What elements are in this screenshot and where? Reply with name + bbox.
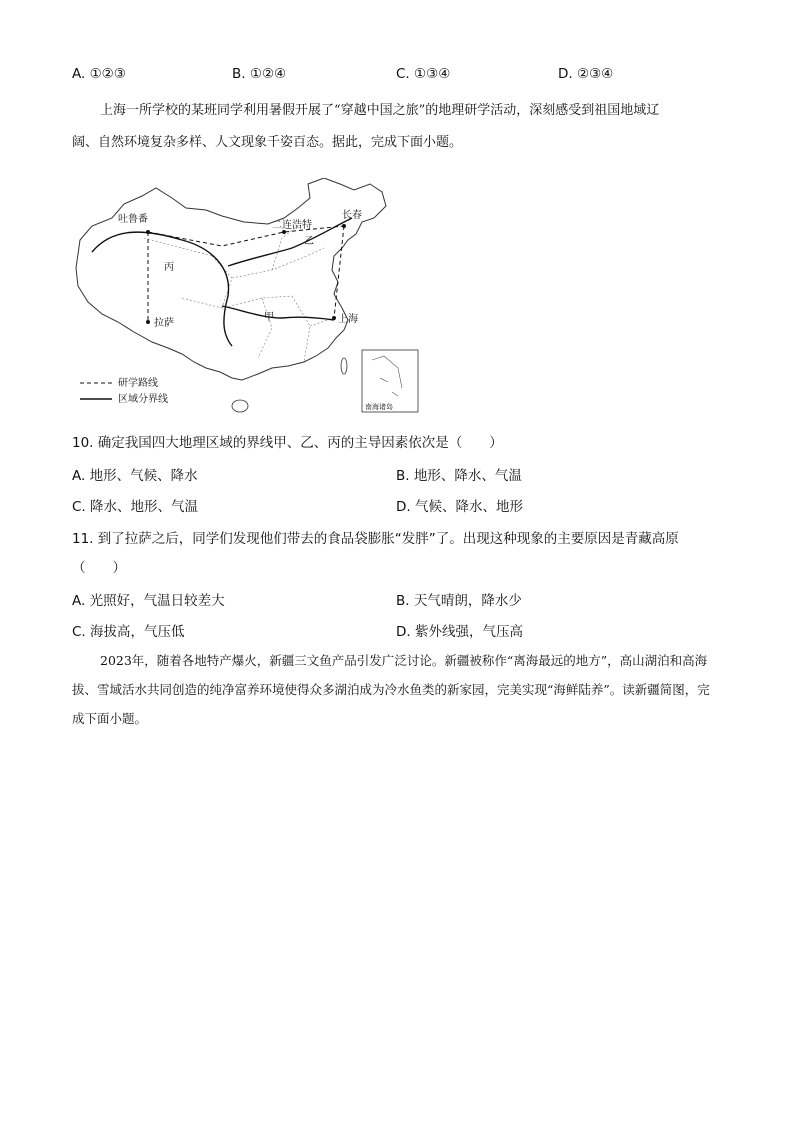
intro1-line1: 上海一所学校的某班同学利用暑假开展了“穿越中国之旅”的地理研学活动，深刻感受到祖国地域辽 bbox=[100, 103, 660, 118]
label-erenhot: 二连浩特 bbox=[272, 220, 312, 231]
hainan-island bbox=[232, 400, 248, 412]
q10-option-d: D. 气候、降水、地形 bbox=[396, 499, 523, 515]
q11-option-c: C. 海拔高，气压低 bbox=[72, 624, 185, 640]
q10-option-c: C. 降水、地形、气温 bbox=[72, 499, 199, 515]
q11-option-a: A. 光照好，气温日较差大 bbox=[72, 593, 225, 609]
study-route bbox=[148, 226, 344, 322]
legend-route: 研学路线 bbox=[118, 378, 158, 389]
q11-stem-line2: （ ） bbox=[72, 560, 126, 576]
inset-label: 南海诸岛 bbox=[365, 403, 393, 411]
taiwan-island bbox=[341, 358, 347, 374]
label-shanghai: 上海 bbox=[338, 314, 358, 325]
q10-option-b: B. 地形、降水、气温 bbox=[396, 468, 522, 484]
q10-option-a: A. 地形、气候、降水 bbox=[72, 468, 198, 484]
q11-option-b: B. 天气晴朗，降水少 bbox=[396, 593, 522, 609]
label-lhasa: 拉萨 bbox=[154, 318, 174, 329]
intro2-paragraph: 2023年，随着各地特产爆火，新疆三文鱼产品引发广泛讨论。新疆被称作“离海最远的地方”，高山湖泊和高海拔、雪域活水共同创造的纯净富养环境使得众多湖泊成为冷水鱼类的新家园，完美实现“海鲜陆养”。读新疆简图，完成下面小题。 bbox=[72, 653, 710, 726]
china-map-figure bbox=[72, 178, 424, 418]
q11-stem-line1: 11. 到了拉萨之后，同学们发现他们带去的食品袋膨胀“发胖”了。出现这种现象的主要原因是青藏高原 bbox=[72, 531, 679, 547]
option-a: A. ①②③ bbox=[72, 66, 126, 82]
label-turpan: 吐鲁番 bbox=[118, 214, 148, 225]
china-outline bbox=[76, 178, 386, 380]
boundary-jia bbox=[222, 306, 334, 320]
legend-boundary: 区域分界线 bbox=[118, 394, 168, 405]
label-jia: 甲 bbox=[264, 312, 274, 323]
intro1-line2: 阔、自然环境复杂多样、人文现象千姿百态。据此，完成下面小题。 bbox=[72, 135, 463, 150]
q10-stem: 10. 确定我国四大地理区域的界线甲、乙、丙的主导因素依次是（ ） bbox=[72, 435, 503, 451]
option-b: B. ①②④ bbox=[232, 66, 287, 82]
label-yi: 乙 bbox=[304, 236, 314, 247]
option-c: C. ①③④ bbox=[396, 66, 451, 82]
option-d: D. ②③④ bbox=[558, 66, 614, 82]
label-changchun: 长春 bbox=[342, 210, 362, 221]
label-bing: 丙 bbox=[164, 262, 174, 273]
q11-option-d: D. 紫外线强，气压高 bbox=[396, 624, 523, 640]
